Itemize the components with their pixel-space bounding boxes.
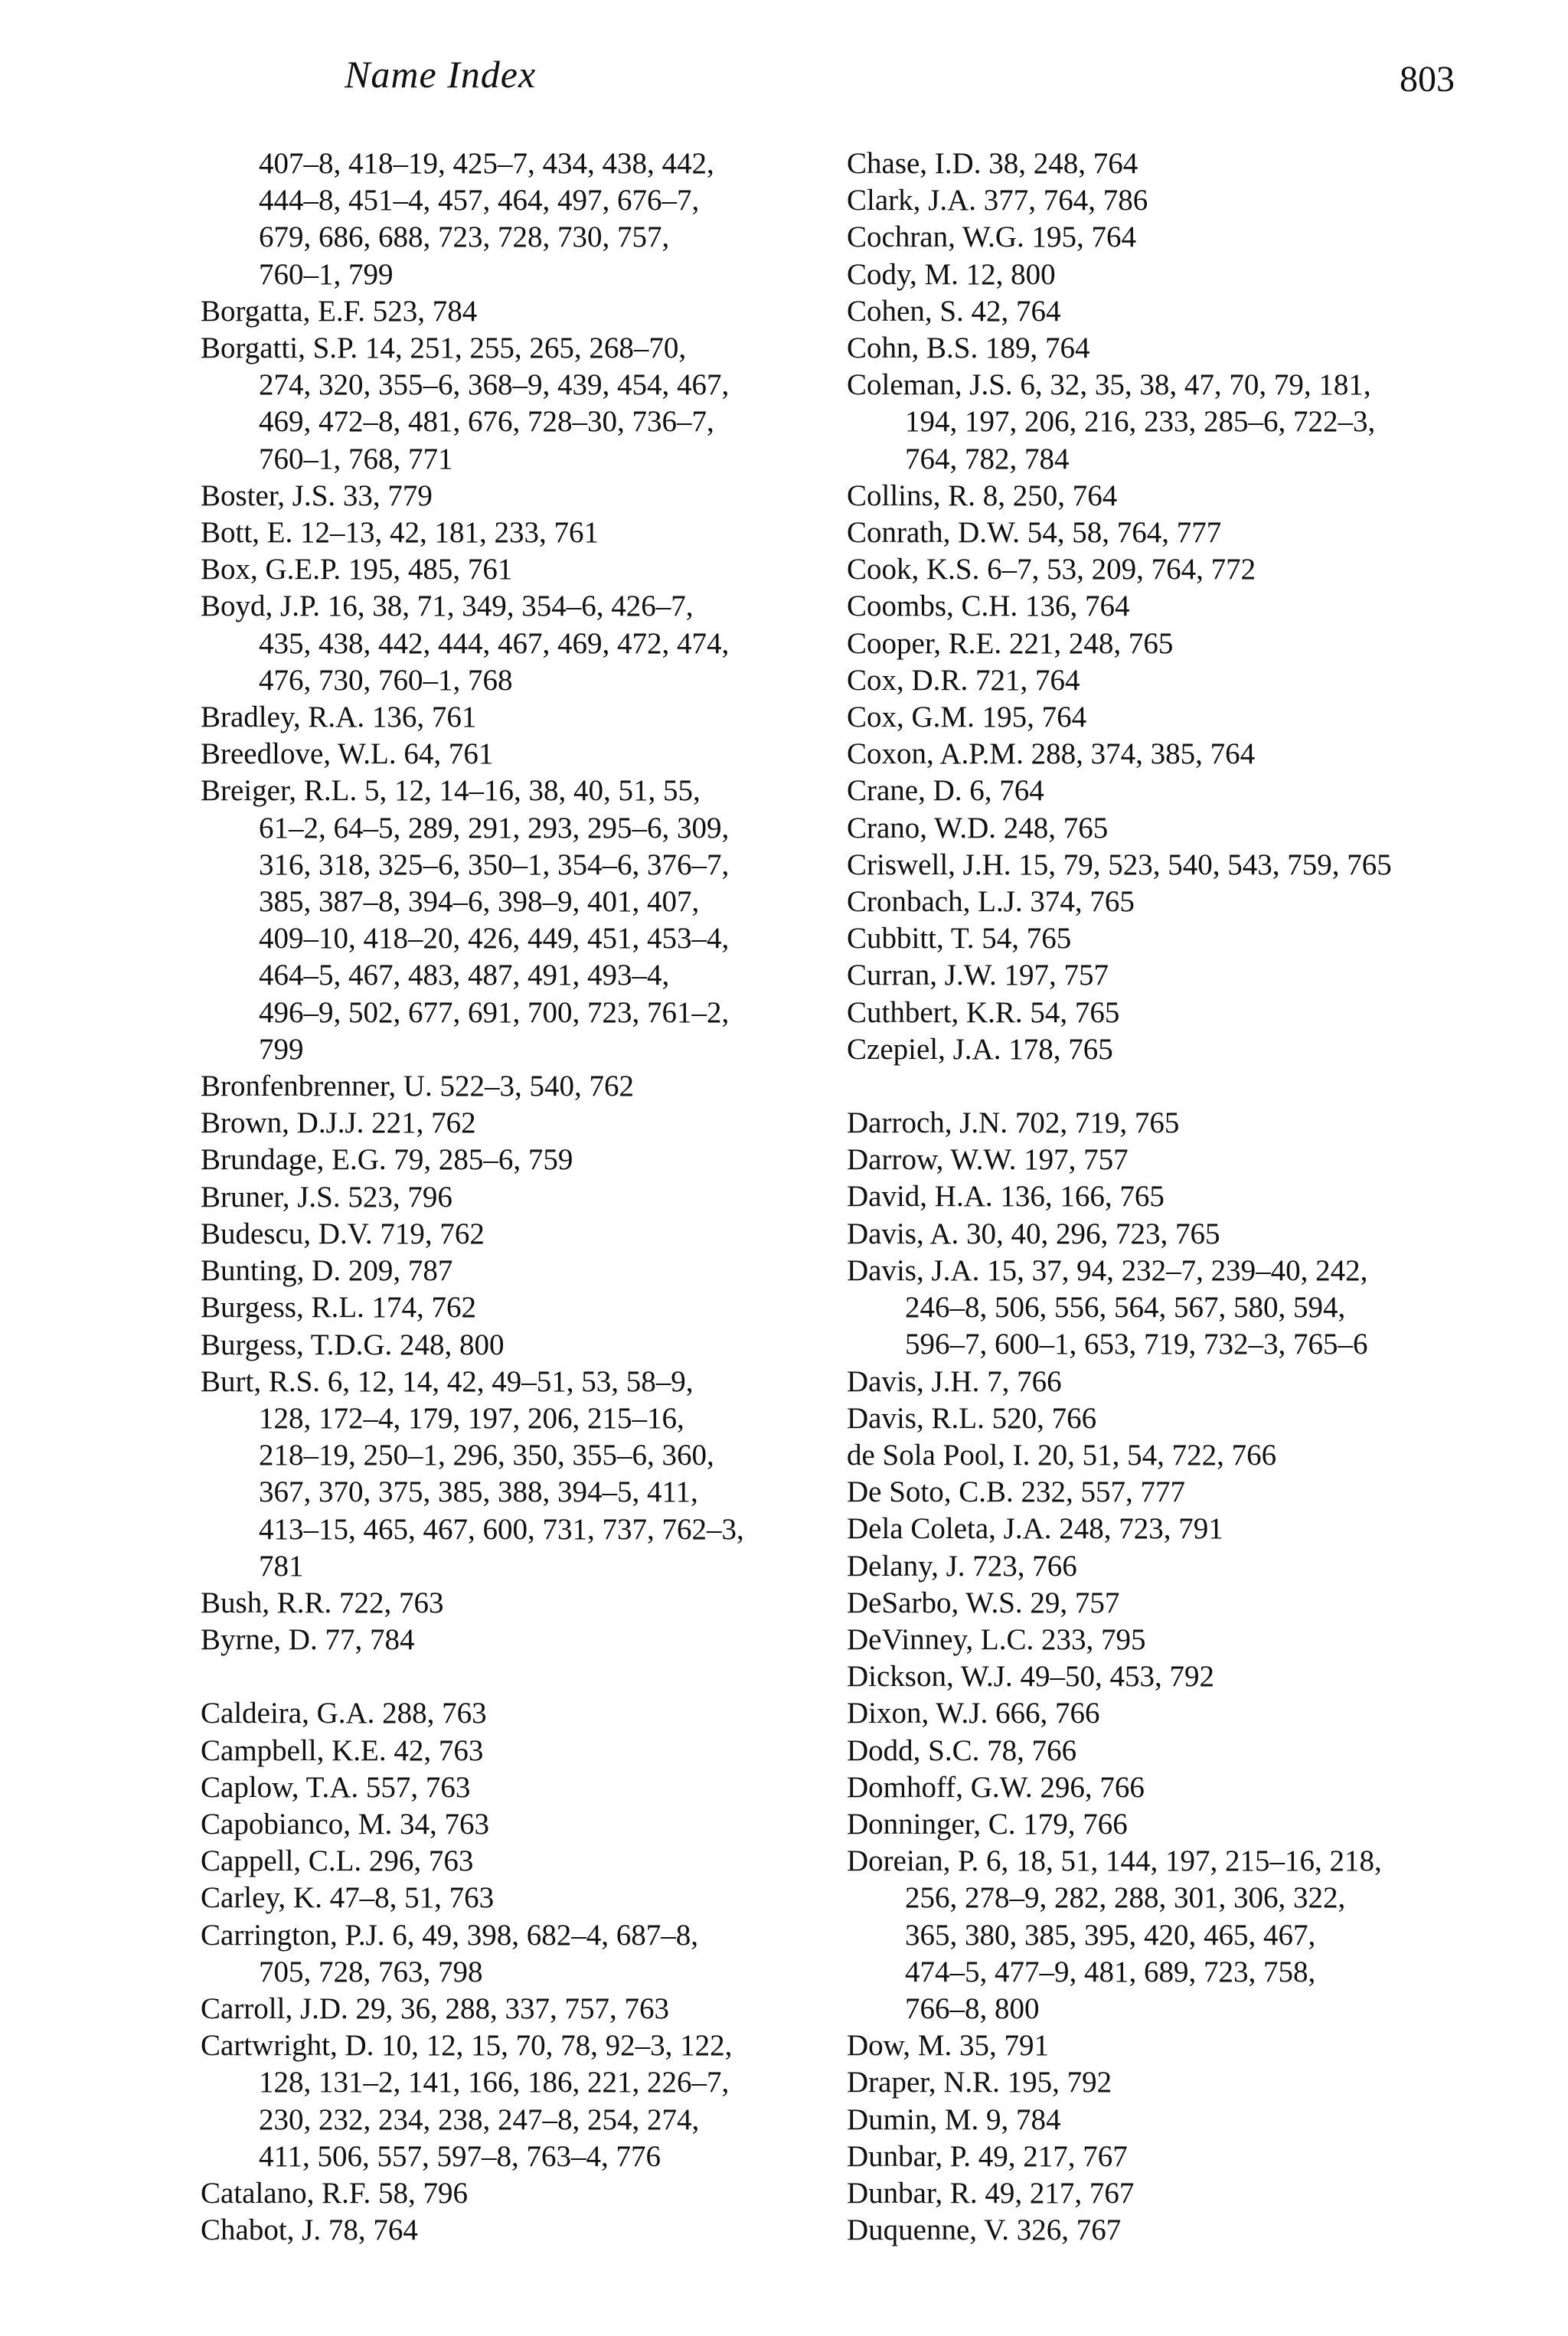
index-entry-line: Coombs, C.H. 136, 764 (847, 590, 1130, 623)
index-entry-line: Brown, D.J.J. 221, 762 (201, 1106, 476, 1140)
index-entry (201, 2027, 813, 2175)
index-entry (201, 1880, 813, 1916)
index-entry-continuation-line: 413–15, 465, 467, 600, 731, 737, 762–3, (259, 1512, 744, 1546)
index-entry (847, 1695, 1498, 1732)
index-entry-line: DeVinney, L.C. 233, 795 (847, 1622, 1146, 1656)
index-entry-line: Bradley, R.A. 136, 761 (201, 701, 477, 734)
index-entry-line: De Soto, C.B. 232, 557, 777 (847, 1475, 1186, 1509)
index-entry (847, 256, 1498, 293)
index-entry-continuation-line: 246–8, 506, 556, 564, 567, 580, 594, (905, 1291, 1346, 1325)
index-entry-line: Brundage, E.G. 79, 285–6, 759 (201, 1143, 573, 1177)
index-entry (201, 1622, 813, 1658)
index-entry (847, 1437, 1498, 1474)
index-entry-line: Davis, J.H. 7, 766 (847, 1364, 1062, 1398)
index-entry-line: Cappell, C.L. 296, 763 (201, 1844, 474, 1878)
index-entry (847, 515, 1498, 551)
index-entry-line: Darrow, W.W. 197, 757 (847, 1143, 1129, 1177)
index-entry-line: Bott, E. 12–13, 42, 181, 233, 761 (201, 516, 599, 550)
index-entry (847, 1622, 1498, 1658)
index-entry (847, 1548, 1498, 1585)
index-entry (847, 293, 1498, 330)
index-entry-line: Doreian, P. 6, 18, 51, 144, 197, 215–16, 218, (847, 1844, 1382, 1878)
index-entry (201, 551, 813, 588)
index-entry (847, 1142, 1498, 1178)
index-entry-line: Duquenne, V. 326, 767 (847, 2213, 1122, 2247)
index-entry-line: Cochran, W.G. 195, 764 (847, 221, 1137, 254)
index-entry (847, 1216, 1498, 1253)
index-entry (201, 1105, 813, 1142)
index-entry-line: Burgess, R.L. 174, 762 (201, 1291, 477, 1325)
index-entry-line: Borgatta, E.F. 523, 784 (201, 294, 478, 328)
index-entry (847, 2212, 1498, 2249)
index-entry-continuation-line: 411, 506, 557, 597–8, 763–4, 776 (259, 2139, 662, 2173)
index-entry-continuation-line: 194, 197, 206, 216, 233, 285–6, 722–3, (905, 405, 1376, 439)
index-entry-continuation-line: 385, 387–8, 394–6, 398–9, 401, 407, (259, 885, 700, 919)
index-entry-continuation-line: 474–5, 477–9, 481, 689, 723, 758, (905, 1955, 1316, 1988)
index-column-left (201, 145, 813, 2249)
index-entry (847, 330, 1498, 367)
index-entry-continuation-line: 230, 232, 234, 238, 247–8, 254, 274, (259, 2102, 700, 2136)
index-entry (847, 957, 1498, 994)
index-entry (847, 1364, 1498, 1400)
index-entry (847, 699, 1498, 736)
index-entry-line: Davis, A. 30, 40, 296, 723, 765 (847, 1217, 1220, 1250)
index-entry-line: Dow, M. 35, 791 (847, 2029, 1049, 2063)
index-entry (847, 773, 1498, 809)
index-entry (847, 626, 1498, 662)
index-entry-line: Carroll, J.D. 29, 36, 288, 337, 757, 763 (201, 1991, 670, 2025)
index-entry-line: Cox, D.R. 721, 764 (847, 663, 1080, 697)
index-entry (847, 662, 1498, 699)
index-entry (847, 1769, 1498, 1806)
index-entry (847, 1031, 1498, 1068)
index-entry (847, 1178, 1498, 1215)
index-entry-line: Cox, G.M. 195, 764 (847, 701, 1087, 734)
index-entry-line: Cronbach, L.J. 374, 765 (847, 885, 1135, 919)
index-entry (201, 1695, 813, 1732)
index-entry (201, 773, 813, 1068)
index-entry-line: Bush, R.R. 722, 763 (201, 1586, 444, 1619)
index-entry-line: Curran, J.W. 197, 757 (847, 959, 1109, 992)
index-entry-continuation-line: 128, 172–4, 179, 197, 206, 215–16, (259, 1401, 684, 1435)
index-entry-line: Caldeira, G.A. 288, 763 (201, 1697, 487, 1730)
index-entry (201, 1769, 813, 1806)
index-entry-line: Davis, J.A. 15, 37, 94, 232–7, 239–40, 242, (847, 1253, 1368, 1287)
index-entry-line: Cohn, B.S. 189, 764 (847, 332, 1090, 365)
index-entry (847, 478, 1498, 515)
index-entry (201, 478, 813, 515)
index-entry-line: Cuthbert, K.R. 54, 765 (847, 995, 1120, 1029)
index-entry-line: Cody, M. 12, 800 (847, 257, 1056, 291)
index-entry-continuation-line: 469, 472–8, 481, 676, 728–30, 736–7, (259, 405, 714, 439)
index-entry-line: Cubbitt, T. 54, 765 (847, 922, 1072, 956)
index-entry-continuation-line: 766–8, 800 (905, 1991, 1040, 2025)
index-entry-line: de Sola Pool, I. 20, 51, 54, 722, 766 (847, 1438, 1277, 1472)
index-entry-line: Dunbar, P. 49, 217, 767 (847, 2139, 1128, 2173)
index-entry (201, 736, 813, 773)
index-entry-continuation-line: 764, 782, 784 (905, 442, 1070, 475)
index-entry-line: Czepiel, J.A. 178, 765 (847, 1032, 1113, 1066)
index-entry-line: DeSarbo, W.S. 29, 757 (847, 1586, 1120, 1619)
index-entry (201, 2175, 813, 2212)
index-entry-line: Dickson, W.J. 49–50, 453, 792 (847, 1660, 1214, 1694)
index-entry (847, 810, 1498, 847)
index-entry-line: Carrington, P.J. 6, 49, 398, 682–4, 687–8, (201, 1918, 699, 1952)
index-entry-line: Budescu, D.V. 719, 762 (201, 1217, 485, 1250)
index-entry (201, 1806, 813, 1843)
index-entry (201, 1327, 813, 1364)
index-entry-line: Chase, I.D. 38, 248, 764 (847, 147, 1138, 180)
index-entry (847, 884, 1498, 920)
index-entry (847, 1511, 1498, 1547)
index-entry-continuation-line: 679, 686, 688, 723, 728, 730, 757, (259, 221, 670, 254)
index-entry-continuation-line: 464–5, 467, 483, 487, 491, 493–4, (259, 959, 670, 992)
index-entry (847, 1733, 1498, 1769)
index-entry (847, 1585, 1498, 1622)
index-entry (201, 145, 813, 293)
index-entry (847, 219, 1498, 256)
index-entry-line: Breiger, R.L. 5, 12, 14–16, 38, 40, 51, 55, (201, 774, 701, 808)
index-entry-continuation-line: 781 (259, 1549, 304, 1583)
index-entry-line: Dumin, M. 9, 784 (847, 2102, 1061, 2136)
index-column-right (847, 145, 1498, 2249)
index-entry-line: Dela Coleta, J.A. 248, 723, 791 (847, 1512, 1223, 1546)
index-entry-line: Capobianco, M. 34, 763 (201, 1807, 489, 1841)
index-entry-line: Coleman, J.S. 6, 32, 35, 38, 47, 70, 79, 181, (847, 368, 1371, 402)
index-entry-continuation-line: 409–10, 418–20, 426, 449, 451, 453–4, (259, 922, 730, 956)
index-entry (201, 1216, 813, 1253)
index-entry (201, 515, 813, 551)
index-entry-line: Box, G.E.P. 195, 485, 761 (201, 553, 513, 586)
index-entry-line: Delany, J. 723, 766 (847, 1549, 1077, 1583)
index-entry (847, 1253, 1498, 1364)
index-entry (201, 2212, 813, 2249)
index-entry (847, 995, 1498, 1031)
index-entry-continuation-line: 760–1, 768, 771 (259, 442, 453, 475)
index-entry (847, 2064, 1498, 2101)
index-entry-line: David, H.A. 136, 166, 765 (847, 1180, 1165, 1214)
index-entry (201, 330, 813, 478)
index-entry-continuation-line: 218–19, 250–1, 296, 350, 355–6, 360, (259, 1439, 714, 1472)
index-entry-line: Coxon, A.P.M. 288, 374, 385, 764 (847, 737, 1256, 771)
index-entry-line: Crane, D. 6, 764 (847, 774, 1044, 808)
index-entry-line: Criswell, J.H. 15, 79, 523, 540, 543, 759, 765 (847, 848, 1392, 881)
index-entry-continuation-line: 316, 318, 325–6, 350–1, 354–6, 376–7, (259, 848, 730, 881)
index-entry (847, 145, 1498, 182)
index-entry-line: Campbell, K.E. 42, 763 (201, 1733, 484, 1767)
index-entry-line: Cohen, S. 42, 764 (847, 294, 1061, 328)
index-entry-line: Caplow, T.A. 557, 763 (201, 1770, 471, 1804)
index-entry-line: Davis, R.L. 520, 766 (847, 1401, 1097, 1435)
index-entry-line: Bunting, D. 209, 787 (201, 1254, 453, 1288)
index-entry-line: Bronfenbrenner, U. 522–3, 540, 762 (201, 1070, 634, 1103)
index-entry-line: Conrath, D.W. 54, 58, 764, 777 (847, 516, 1222, 550)
index-entry (847, 367, 1498, 478)
index-entry-continuation-line: 256, 278–9, 282, 288, 301, 306, 322, (905, 1881, 1346, 1915)
index-entry-continuation-line: 128, 131–2, 141, 166, 186, 221, 226–7, (259, 2066, 730, 2099)
index-entry (847, 2027, 1498, 2064)
index-entry (847, 736, 1498, 773)
index-entry-line: Cartwright, D. 10, 12, 15, 70, 78, 92–3, 122, (201, 2029, 733, 2063)
index-entry-line: Collins, R. 8, 250, 764 (847, 479, 1118, 512)
index-entry-line: Cooper, R.E. 221, 248, 765 (847, 626, 1174, 660)
index-entry (847, 2175, 1498, 2212)
index-entry-continuation-line: 407–8, 418–19, 425–7, 434, 438, 442, (259, 147, 714, 180)
index-entry-line: Draper, N.R. 195, 792 (847, 2066, 1112, 2099)
index-entry (847, 847, 1498, 884)
index-entry-continuation-line: 61–2, 64–5, 289, 291, 293, 295–6, 309, (259, 811, 730, 845)
index-entry-line: Catalano, R.F. 58, 796 (201, 2176, 468, 2210)
index-entry (847, 182, 1498, 219)
index-entry (201, 1068, 813, 1105)
index-entry-continuation-line: 799 (259, 1032, 304, 1066)
index-entry-line: Bruner, J.S. 523, 796 (201, 1180, 452, 1214)
index-entry-line: Crano, W.D. 248, 765 (847, 811, 1109, 845)
index-entry-continuation-line: 596–7, 600–1, 653, 719, 732–3, 765–6 (905, 1328, 1368, 1361)
index-entry (201, 1843, 813, 1880)
index-entry-line: Carley, K. 47–8, 51, 763 (201, 1881, 495, 1915)
index-entry-line: Chabot, J. 78, 764 (201, 2213, 418, 2247)
index-entry-line: Burgess, T.D.G. 248, 800 (201, 1328, 505, 1361)
index-entry-line: Burt, R.S. 6, 12, 14, 42, 49–51, 53, 58–9, (201, 1364, 694, 1398)
index-entry-continuation-line: 496–9, 502, 677, 691, 700, 723, 761–2, (259, 995, 730, 1029)
index-entry-line: Cook, K.S. 6–7, 53, 209, 764, 772 (847, 553, 1256, 586)
index-entry (201, 1585, 813, 1622)
index-entry (201, 1364, 813, 1585)
index-entry-line: Dunbar, R. 49, 217, 767 (847, 2176, 1135, 2210)
index-entry (847, 551, 1498, 588)
index-entry-line: Clark, J.A. 377, 764, 786 (847, 184, 1148, 217)
index-entry-line: Darroch, J.N. 702, 719, 765 (847, 1106, 1180, 1140)
index-entry-line: Breedlove, W.L. 64, 761 (201, 737, 494, 771)
index-entry (847, 1400, 1498, 1437)
index-entry-continuation-line: 274, 320, 355–6, 368–9, 439, 454, 467, (259, 368, 730, 402)
index-entry (201, 1733, 813, 1769)
index-entry (847, 1105, 1498, 1142)
index-entry (201, 1253, 813, 1289)
index-entry-line: Boyd, J.P. 16, 38, 71, 349, 354–6, 426–7, (201, 590, 694, 623)
index-entry-continuation-line: 705, 728, 763, 798 (259, 1955, 483, 1988)
index-entry-line: Borgatti, S.P. 14, 251, 255, 265, 268–70, (201, 332, 687, 365)
index-entry (201, 1991, 813, 2027)
index-entry (847, 2138, 1498, 2175)
index-entry-continuation-line: 435, 438, 442, 444, 467, 469, 472, 474, (259, 626, 730, 660)
page-number: 803 (1400, 59, 1455, 100)
index-entry-line: Boster, J.S. 33, 779 (201, 479, 433, 512)
index-entry-line: Dodd, S.C. 78, 766 (847, 1733, 1077, 1767)
index-entry (847, 1474, 1498, 1511)
index-entry (847, 588, 1498, 625)
index-entry (847, 2102, 1498, 2138)
index-entry (201, 699, 813, 736)
index-entry-continuation-line: 444–8, 451–4, 457, 464, 497, 676–7, (259, 184, 700, 217)
index-entry (201, 1289, 813, 1326)
index-entry (847, 920, 1498, 957)
index-entry (201, 1179, 813, 1216)
index-entry-line: Domhoff, G.W. 296, 766 (847, 1770, 1145, 1804)
index-entry (201, 1142, 813, 1178)
index-entry (847, 1806, 1498, 1843)
index-entry (201, 293, 813, 330)
index-entry-continuation-line: 476, 730, 760–1, 768 (259, 663, 513, 697)
index-entry-line: Byrne, D. 77, 784 (201, 1623, 415, 1657)
index-entry-line: Donninger, C. 179, 766 (847, 1807, 1128, 1841)
index-entry (201, 588, 813, 699)
index-entry (201, 1917, 813, 1991)
index-entry-continuation-line: 760–1, 799 (259, 257, 394, 291)
running-title: Name Index (345, 53, 537, 96)
index-entry (847, 1843, 1498, 2027)
index-entry-continuation-line: 367, 370, 375, 385, 388, 394–5, 411, (259, 1475, 698, 1509)
index-entry-continuation-line: 365, 380, 385, 395, 420, 465, 467, (905, 1918, 1316, 1952)
index-entry (847, 1658, 1498, 1695)
index-entry-line: Dixon, W.J. 666, 766 (847, 1697, 1100, 1730)
